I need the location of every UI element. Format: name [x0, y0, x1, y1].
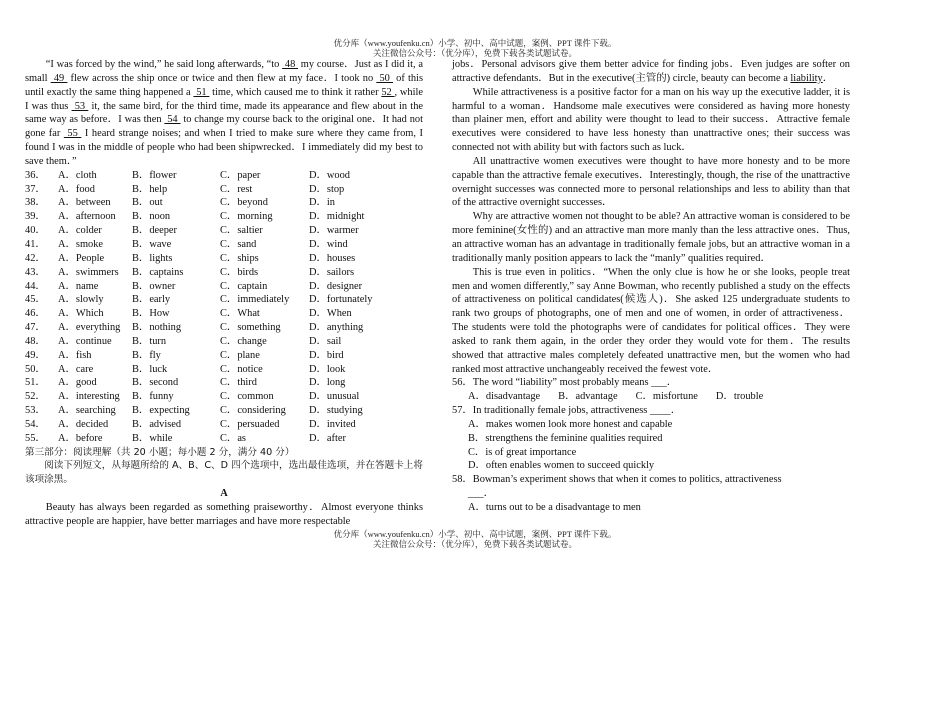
option-c: C．change [220, 335, 267, 347]
option-c: C．considering [220, 405, 286, 417]
reading-paragraph-5: This is true even in politics．“When the only clue is how he or she looks, people treat men and women differently,” say Anne Bowman, who recently published a study on the effects of attractiveness on political candidates(候选人)．She asked 125 undergraduate students to rank two groups of photographs, one of men and one of women, in order of attractiveness．The students were told the photographs were of candidates for political offices．They were asked to rank them again, in the order they order they would vote for them．The results showed that attractive males completely defeated unattractive men, but the women who had ranked most attractive unchangeably received the fewest vote． [452, 266, 850, 375]
passage-label: A [220, 488, 228, 500]
header-line-2: 关注微信公众号：（优分库），免费下载各类试题试卷。 [372, 48, 577, 58]
page-header [0, 38, 950, 58]
question-56: 56．The word “liability” most probably means ___． [452, 377, 678, 389]
blank-54: 54 [164, 114, 181, 126]
question-number: 48． [25, 335, 46, 347]
question-number: 41． [25, 238, 46, 250]
option-b: B．expecting [132, 405, 190, 417]
option-b: B．help [132, 183, 168, 195]
option-b: B．wave [132, 238, 172, 250]
option-a: A．before [58, 432, 103, 444]
passage-text: “I was forced by the wind,” he said long afterwards, “to [45, 59, 283, 70]
section-3-heading: 第三部分：阅读理解（共 20 小题；每小题 2 分，满分 40 分） [25, 446, 295, 458]
option-row [25, 363, 423, 377]
option-c: C．rest [220, 183, 253, 195]
option-c: C．birds [220, 266, 259, 278]
option-b: B．luck [132, 363, 168, 375]
reading-paragraph-4: Why are attractive women not thought to be able? An attractive woman is considered to be more feminine(女性的) and an attractive man more manly than the less attractive ones．Thus, an attractive woman has an advantage in traditionally female jobs, but an attractive woman in a traditionally manly position appears to lack the “manly” qualities required． [452, 211, 850, 264]
option-b: B．second [132, 377, 179, 389]
option: A．makes women look more honest and capable [468, 418, 673, 430]
option-row [25, 210, 423, 224]
question-number: 47． [25, 322, 46, 334]
option-b: B．out [132, 197, 163, 209]
left-column [25, 58, 423, 529]
passage-text: I heard strange noises; and when I tried to make sure where they came from, I found I was in the middle of people who had been shipwrecked．I immediately did my best to save them．” [25, 128, 423, 167]
option-a: A．People [58, 252, 105, 264]
question-number: 53． [25, 405, 46, 417]
option-a: A．Which [58, 308, 104, 320]
option-b: B．while [132, 432, 173, 444]
option-b: B．early [132, 294, 171, 306]
blank-48: 48 [282, 59, 299, 70]
option-a: A．smoke [58, 238, 104, 250]
option-d: D．wood [309, 169, 350, 181]
option-c: C．common [220, 391, 274, 403]
option-d: D．designer [309, 280, 363, 292]
passage-text: my course．Just as I did it, a small [25, 59, 424, 84]
option-row [25, 280, 423, 294]
option-a: A．fish [58, 349, 92, 361]
option: B．advantage [558, 391, 618, 403]
footer-line-1: 优分库（www.youfenku.cn）小学、初中、高中试题，案例、PPT 课件下载。 [333, 529, 617, 539]
blank-53: 53 [71, 100, 89, 112]
blank-52: 52 [381, 86, 395, 98]
page-footer [0, 529, 950, 549]
option-d: D．midnight [309, 211, 365, 223]
option: C．misfortune [635, 391, 698, 403]
option-a: A．searching [58, 405, 116, 417]
option-d: D．unusual [309, 391, 360, 403]
option-b: B．funny [132, 391, 174, 403]
passage-text: it, the same bird, for the third time, made its appearance and flew about in the same way as before．I was then [25, 100, 423, 126]
option: A．turns out to be a disadvantage to men [468, 502, 641, 513]
option-d: D．anything [309, 322, 364, 334]
option-row [25, 183, 423, 197]
question-number: 44． [25, 280, 46, 292]
question-number: 45． [25, 294, 46, 306]
passage-text: to change my course back to the original one．It had not gone far [25, 114, 423, 140]
option-c: C．as [220, 432, 246, 444]
underlined-word: liability [790, 72, 823, 84]
option-c: C．third [220, 377, 257, 389]
option-d: D．in [309, 197, 335, 209]
option-d: D．stop [309, 183, 345, 195]
option-b: B．flower [132, 169, 177, 181]
paragraph-text: ． [822, 72, 834, 84]
option-c: C．morning [220, 211, 273, 223]
question-number: 50． [25, 363, 46, 375]
option-d: D．When [309, 308, 352, 320]
option-row [25, 196, 423, 210]
option-a: A．cloth [58, 169, 97, 181]
option-c: C．plane [220, 349, 260, 361]
header-line-1: 优分库（www.youfenku.cn）小学、初中、高中试题，案例、PPT 课件下载。 [333, 38, 617, 48]
question-58: 58．Bowman’s experiment shows that when it comes to politics, attractiveness [452, 474, 782, 486]
option-a: A．food [58, 183, 95, 195]
option-c: C．beyond [220, 197, 268, 209]
question-number: 36． [25, 169, 46, 181]
question-number: 38． [25, 197, 46, 209]
option-c: C．paper [220, 169, 261, 181]
option-a: A．interesting [58, 391, 120, 403]
question-57: 57．In traditionally female jobs, attractiveness ____． [452, 405, 682, 417]
passage-text: flew across the ship once or twice and then flew at my face．I took no [67, 72, 377, 84]
option-row [25, 169, 423, 183]
right-column [452, 58, 850, 515]
option-a: A．colder [58, 225, 102, 237]
question-56-options [452, 390, 850, 404]
section-3-instructions: 阅读下列短文，从每题所给的 A、B、C、D 四个选项中，选出最佳选项，并在答题卡上将该项涂黑。 [25, 460, 423, 486]
option-a: A．afternoon [58, 211, 116, 223]
paragraph-text: jobs．Personal advisors give them better advice for finding jobs．Even judges are softer on attractive defendants．But in the executive(主管的) circle, beauty can become a [452, 59, 850, 84]
option-row [25, 252, 423, 266]
blank-49: 49 [50, 72, 68, 84]
option-row [25, 376, 423, 390]
option-a: A．decided [58, 418, 109, 430]
option-b: B．How [132, 308, 170, 320]
option: D．often enables women to succeed quickly [468, 460, 655, 472]
passage-text: time, which caused me to think it rather [209, 86, 382, 98]
option-d: D．warmer [309, 225, 359, 237]
option-c: C．immediately [220, 294, 290, 306]
question-number: 37． [25, 183, 46, 195]
option: A．disadvantage [468, 391, 541, 403]
option-row [25, 349, 423, 363]
question-number: 42． [25, 252, 46, 264]
option-b: B．nothing [132, 322, 182, 334]
option-b: B．owner [132, 280, 176, 292]
option-row [25, 266, 423, 280]
option-row [25, 238, 423, 252]
option-row [25, 307, 423, 321]
option-d: D．sail [309, 335, 342, 347]
cloze-passage-end [25, 58, 423, 169]
option-d: D．look [309, 363, 346, 375]
option-a: A．between [58, 197, 111, 209]
blank-55: 55 [63, 128, 82, 140]
option-b: B．captains [132, 266, 184, 278]
option-b: B．advised [132, 418, 182, 430]
option-a: A．continue [58, 335, 112, 347]
option-row [25, 432, 423, 446]
option-row [25, 335, 423, 349]
question-number: 52． [25, 391, 46, 403]
blank-50: 50 [376, 72, 394, 84]
option: B．strengthens the feminine qualities required [468, 432, 663, 444]
question-58-blank: ___． [468, 488, 494, 500]
reading-paragraph-1 [452, 58, 850, 86]
option-a: A．good [58, 377, 97, 389]
option-c: C．notice [220, 363, 263, 375]
option-row [25, 224, 423, 238]
option-a: A．name [58, 280, 99, 292]
option-b: B．noon [132, 211, 171, 223]
option: D．trouble [715, 391, 764, 403]
option-b: B．deeper [132, 225, 178, 237]
option-a: A．swimmers [58, 266, 119, 278]
option-row [25, 321, 423, 335]
option-c: C．sand [220, 238, 257, 250]
reading-paragraph-3: All unattractive women executives were thought to have more honesty and to be more capable than the attractive female executives．Interestingly, though, the rise of the unattractive overnight successes was connected more to personal relationships and less to ability than that of the attractive overnight successes． [452, 155, 850, 209]
option-c: C．captain [220, 280, 268, 292]
option-d: D．bird [309, 349, 344, 361]
passage-text: of this until exactly the same thing happened a [25, 72, 423, 98]
option-d: D．wind [309, 238, 348, 250]
question-number: 49． [25, 349, 46, 361]
option-c: C．saltier [220, 225, 263, 237]
option-row [25, 404, 423, 418]
option-row [25, 390, 423, 404]
option-d: D．sailors [309, 266, 355, 278]
option-row [25, 293, 423, 307]
option-b: B．fly [132, 349, 161, 361]
option-b: B．turn [132, 335, 167, 347]
option-a: A．slowly [58, 294, 104, 306]
reading-passage-a-start: Beauty has always been regarded as something praiseworthy．Almost everyone thinks attractive people are happier, have better marriages and have more respectable [25, 502, 423, 527]
cloze-options-list [25, 169, 423, 446]
reading-paragraph-2: While attractiveness is a positive factor for a man on his way up the executive ladder, it is harmful to a woman．Handsome male executives were considered as having more honesty than plainer men, effort and ability were thought to lead to their success．Attractive female executives were considered to have less honesty than unattractive ones; their success was connected not with ability but with factors such as luck． [452, 86, 850, 154]
option-b: B．lights [132, 252, 173, 264]
question-number: 39． [25, 211, 46, 223]
footer-line-2: 关注微信公众号：（优分库），免费下载各类试题试卷。 [372, 539, 577, 549]
option-d: D．after [309, 432, 346, 444]
question-number: 46． [25, 308, 46, 320]
question-number: 43． [25, 266, 46, 278]
option-c: C．something [220, 322, 281, 334]
option: C．is of great importance [468, 446, 577, 458]
question-number: 54． [25, 418, 46, 430]
option-d: D．studying [309, 405, 363, 417]
option-row [25, 418, 423, 432]
option-d: D．long [309, 377, 346, 389]
question-number: 40． [25, 225, 46, 237]
option-c: C．persuaded [220, 418, 280, 430]
option-d: D．houses [309, 252, 356, 264]
passage-text: , while I was thus [25, 86, 424, 112]
option-a: A．everything [58, 322, 121, 334]
option-c: C．What [220, 308, 260, 320]
blank-51: 51 [193, 86, 210, 98]
option-c: C．ships [220, 252, 259, 264]
option-d: D．fortunately [309, 294, 373, 306]
question-number: 55． [25, 432, 46, 444]
question-number: 51． [25, 377, 46, 389]
option-d: D．invited [309, 418, 356, 430]
option-a: A．care [58, 363, 94, 375]
